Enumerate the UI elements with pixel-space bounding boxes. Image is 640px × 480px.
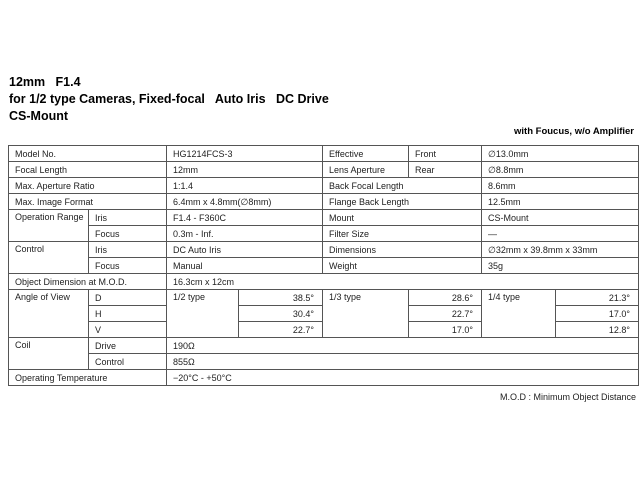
aov-quarter-h: 17.0° (556, 306, 639, 322)
aov-half-v: 22.7° (239, 322, 323, 338)
ctrl-focus-value: Manual (167, 258, 323, 274)
effective-label: Effective (323, 146, 409, 162)
operation-range-label: Operation Range (9, 210, 89, 242)
coil-control-value: 855Ω (167, 354, 639, 370)
front-value: ∅13.0mm (482, 146, 639, 162)
weight-value: 35g (482, 258, 639, 274)
filter-size-label: Filter Size (323, 226, 482, 242)
aov-third-type-label: 1/3 type (323, 290, 409, 338)
table-row (9, 242, 639, 258)
focal-length-label: Focal Length (9, 162, 167, 178)
aov-quarter-type-label: 1/4 type (482, 290, 556, 338)
aov-third-v: 17.0° (409, 322, 482, 338)
coil-drive-label: Drive (89, 338, 167, 354)
aov-quarter-v: 12.8° (556, 322, 639, 338)
aov-quarter-d: 21.3° (556, 290, 639, 306)
coil-label: Coil (9, 338, 89, 370)
table-row (9, 338, 639, 354)
ctrl-iris-label: Iris (89, 242, 167, 258)
aov-v-label: V (89, 322, 167, 338)
weight-label: Weight (323, 258, 482, 274)
heading-line-focal: 12mm F1.4 (9, 75, 81, 89)
dimensions-label: Dimensions (323, 242, 482, 258)
object-dimension-value: 16.3cm x 12cm (167, 274, 639, 290)
heading-line-mount: CS-Mount (9, 109, 69, 123)
max-image-value: 6.4mm x 4.8mm(∅8mm) (167, 194, 323, 210)
dimensions-value: ∅32mm x 39.8mm x 33mm (482, 242, 639, 258)
mount-value: CS-Mount (482, 210, 639, 226)
aov-third-h: 22.7° (409, 306, 482, 322)
max-aperture-value: 1:1.4 (167, 178, 323, 194)
heading-line-type: for 1/2 type Cameras, Fixed-focal Auto Iris DC Drive (9, 92, 329, 106)
op-iris-label: Iris (89, 210, 167, 226)
ctrl-focus-label: Focus (89, 258, 167, 274)
flange-back-value: 12.5mm (482, 194, 639, 210)
back-focal-value: 8.6mm (482, 178, 639, 194)
table-row (9, 370, 639, 386)
op-focus-value: 0.3m - Inf. (167, 226, 323, 242)
table-row (9, 226, 639, 242)
operating-temp-label: Operating Temperature (9, 370, 167, 386)
max-image-label: Max. Image Format (9, 194, 167, 210)
table-row (9, 162, 639, 178)
ctrl-iris-value: DC Auto Iris (167, 242, 323, 258)
aov-d-label: D (89, 290, 167, 306)
flange-back-label: Flange Back Length (323, 194, 482, 210)
op-focus-label: Focus (89, 226, 167, 242)
max-aperture-label: Max. Aperture Ratio (9, 178, 167, 194)
front-label: Front (409, 146, 482, 162)
model-value: HG1214FCS-3 (167, 146, 323, 162)
table-row (9, 210, 639, 226)
object-dimension-label: Object Dimension at M.O.D. (9, 274, 167, 290)
rear-value: ∅8.8mm (482, 162, 639, 178)
lens-aperture-label: Lens Aperture (323, 162, 409, 178)
aov-third-d: 28.6° (409, 290, 482, 306)
table-row (9, 194, 639, 210)
table-row (9, 354, 639, 370)
rear-label: Rear (409, 162, 482, 178)
aov-half-d: 38.5° (239, 290, 323, 306)
mount-label: Mount (323, 210, 482, 226)
aov-h-label: H (89, 306, 167, 322)
coil-drive-value: 190Ω (167, 338, 639, 354)
mod-footnote: M.O.D : Minimum Object Distance (499, 392, 636, 402)
control-label: Control (9, 242, 89, 274)
coil-control-label: Control (89, 354, 167, 370)
variant-note: with Foucus, w/o Amplifier (514, 126, 634, 137)
spec-table (8, 145, 639, 386)
table-row (9, 146, 639, 162)
aov-half-h: 30.4° (239, 306, 323, 322)
aov-half-type-label: 1/2 type (167, 290, 239, 338)
filter-size-value: — (482, 226, 639, 242)
table-row (9, 178, 639, 194)
table-row (9, 290, 639, 306)
table-row (9, 258, 639, 274)
op-iris-value: F1.4 - F360C (167, 210, 323, 226)
table-row (9, 274, 639, 290)
operating-temp-value: −20°C - +50°C (167, 370, 639, 386)
focal-length-value: 12mm (167, 162, 323, 178)
lens-heading (9, 74, 329, 125)
angle-of-view-label: Angle of View (9, 290, 89, 338)
back-focal-label: Back Focal Length (323, 178, 482, 194)
model-label: Model No. (9, 146, 167, 162)
